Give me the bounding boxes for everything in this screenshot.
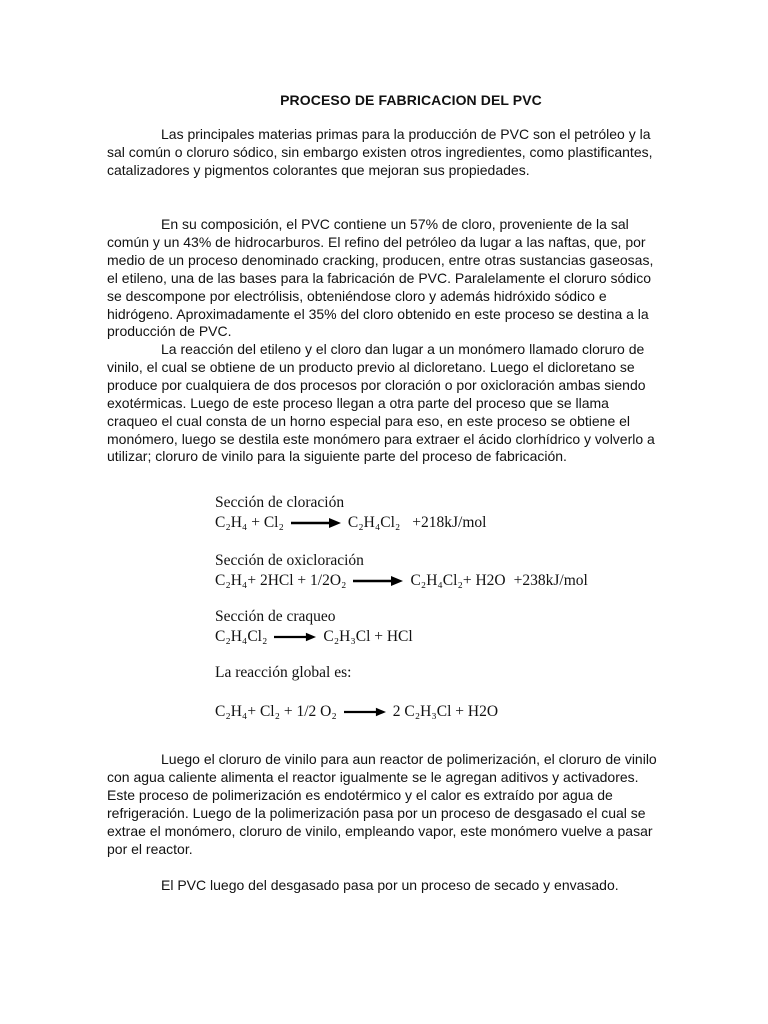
reaction-arrow-icon — [353, 575, 403, 587]
reaction-heading: La reacción global es: — [215, 664, 352, 681]
reaction-arrow-icon — [291, 517, 341, 529]
reaction-craqueo — [215, 608, 413, 646]
paragraph-secado: El PVC luego del desgasado pasa por un proceso de secado y envasado. — [161, 877, 619, 893]
reaction-arrow-icon — [344, 706, 386, 718]
reaction-products: C₂H₃Cl + HCl — [323, 628, 413, 645]
paragraph-polimerizacion: Luego el cloruro de vinilo para aun reactor de polimerización, el cloruro de vinilo con agua caliente alimenta el reactor igualmente se le agregan aditivos y activadores. Este proceso de polimerización es endotérmico y el calor es extraído por agua de refrigeración. Luego de la polimerización pasa por un proceso de desgasado el cual se extrae el monómero, cloruro de vinilo, empleando vapor, este monómero vuelve a pasar por el reactor. — [107, 751, 657, 857]
reaction-heading: Sección de cloración — [215, 494, 345, 511]
reaction-reactants: C₂H₄ + Cl₂ — [215, 514, 284, 531]
reaction-energy: +218kJ/mol — [412, 514, 487, 531]
reaction-reactants: C₂H₄+ 2HCl + 1/2O₂ — [215, 572, 347, 589]
reaction-heading: Sección de craqueo — [215, 608, 336, 625]
reaction-products: C₂H₄Cl₂ — [347, 514, 401, 531]
reaction-oxicloracion — [215, 552, 588, 590]
reaction-global-heading — [215, 664, 351, 684]
reaction-global — [215, 703, 498, 721]
reaction-reactants: C₂H₄Cl₂ — [215, 628, 268, 645]
reaction-energy: +238kJ/mol — [513, 572, 588, 589]
reaction-products: 2 C₂H₃Cl + H2O — [392, 703, 499, 720]
reaction-cloracion — [215, 494, 486, 532]
reaction-arrow-icon — [274, 631, 316, 643]
paragraph-composicion: En su composición, el PVC contiene un 57% de cloro, proveniente de la sal común y un 43% de hidrocarburos. El refino del petróleo da lugar a las naftas, que, por medio de un proceso denominado cracking, producen, entre otras sustancias gaseosas, el etileno, una de las bases para la fabricación de PVC. Paralelamente el cloruro sódico se descompone por electrólisis, obteniéndose cloro y además hidróxido sódico e hidrógeno. Aproximadamente el 35% del cloro obtenido en este proceso se destina a la producción de PVC. — [107, 216, 654, 340]
paragraph-reaccion: La reacción del etileno y el cloro dan lugar a un monómero llamado cloruro de vinilo, el cual se obtiene de un producto previo al dicloretano. Luego el dicloretano se produce por cualquiera de dos procesos por cloración o por oxicloración ambas siendo exotérmicas. Luego de este proceso llegan a otra parte del proceso que se llama craqueo el cual consta de un horno especial para eso, en este proceso se obtiene el monómero, luego se destila este monómero para extraer el ácido clorhídrico y volverlo a utilizar; cloruro de vinilo para la siguiente parte del proceso de fabricación. — [107, 341, 655, 465]
reaction-products: C₂H₄Cl₂+ H2O — [410, 572, 506, 589]
reaction-reactants: C₂H₄+ Cl₂ + 1/2 O₂ — [215, 703, 337, 720]
document-title: PROCESO DE FABRICACION DEL PVC — [280, 92, 542, 108]
paragraph-materias-primas: Las principales materias primas para la producción de PVC son el petróleo y la sal común o cloruro sódico, sin embargo existen otros ingredientes, como plastificantes, catalizadores y pigmentos colorantes que mejoran sus propiedades. — [107, 126, 653, 178]
reaction-heading: Sección de oxicloración — [215, 552, 364, 569]
